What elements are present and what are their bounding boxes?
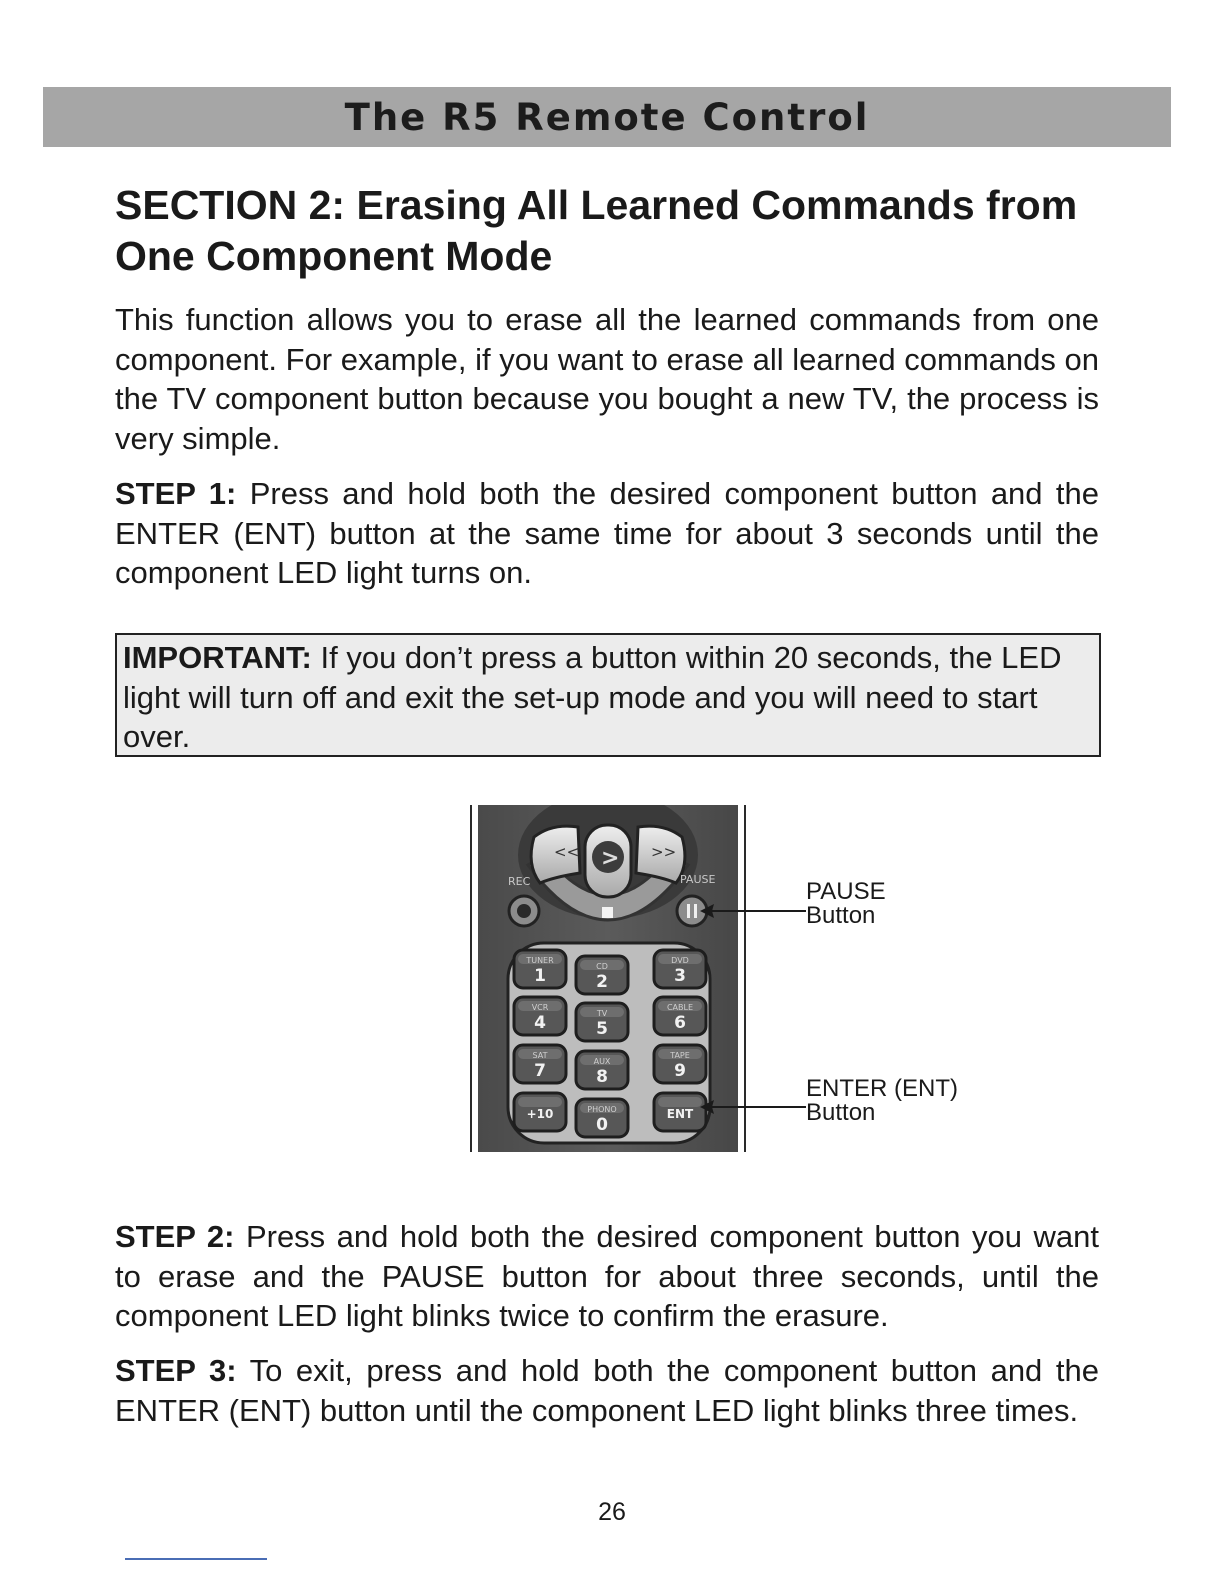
key-highlight [518,1097,562,1107]
remote-figure [470,805,746,1152]
step-1-label: STEP 1: [115,476,237,511]
header-title: The R5 Remote Control [344,95,870,139]
key-sat-label: SAT [532,1051,548,1060]
pause-callout-line2: Button [806,902,876,929]
key-vcr-digit: 4 [534,1013,546,1033]
key-aux-label: AUX [593,1057,611,1066]
key-vcr-button[interactable] [514,997,566,1035]
key-dvd-digit: 3 [674,966,686,986]
rewind-icon: << [554,843,580,861]
key-cd-label: CD [596,962,608,971]
key-10-button[interactable] [514,1093,566,1131]
key-ent-digit: ENT [666,1107,694,1121]
key-cable-digit: 6 [674,1013,686,1033]
step-1 [115,474,1099,593]
key-ent-button[interactable] [654,1093,706,1131]
key-sat-button[interactable] [514,1045,566,1083]
header-band [43,87,1171,147]
key-tape-button[interactable] [654,1045,706,1083]
fast-forward-icon: >> [651,843,677,861]
key-aux-button[interactable] [576,1051,628,1089]
step-3-label: STEP 3: [115,1353,237,1388]
key-tuner-label: TUNER [526,956,554,965]
enter-callout-line2: Button [806,1099,876,1126]
svg-text:>: > [601,846,620,871]
key-phono-button[interactable] [576,1099,628,1137]
enter-callout-line1: ENTER (ENT) [806,1075,958,1102]
remote-illustration [470,805,746,1152]
step-2-text: Press and hold both the desired component button you want to erase and the PAUSE button for about three seconds, until the component LED light blinks twice to confirm the erasure. [115,1219,1099,1333]
key-highlight [658,1097,702,1107]
key-aux-digit: 8 [596,1067,608,1087]
record-icon [517,904,531,918]
key-tape-digit: 9 [674,1061,686,1081]
key-phono-label: PHONO [587,1105,617,1114]
step-3 [115,1351,1099,1430]
important-note [115,633,1101,757]
key-cd-digit: 2 [596,972,608,992]
enter-callout [806,1077,958,1125]
key-vcr-label: VCR [531,1003,549,1012]
important-label: IMPORTANT: [123,640,312,675]
key-dvd-button[interactable] [654,950,706,988]
pause-callout-line1: PAUSE [806,878,886,905]
intro-paragraph: This function allows you to erase all the learned commands from one component. For example, if you want to erase all learned commands on the TV component button because you bought a new TV, the process is very simple. [115,302,1099,456]
step-2-label: STEP 2: [115,1219,235,1254]
key-phono-digit: 0 [596,1115,608,1135]
step-2 [115,1217,1099,1336]
step-3-text: To exit, press and hold both the component button and the ENTER (ENT) button until the component LED light blinks three times. [115,1353,1099,1428]
page-number: 26 [598,1498,626,1526]
key-sat-digit: 7 [534,1061,546,1081]
key-dvd-label: DVD [671,956,689,965]
key-tv-label: TV [596,1009,608,1018]
enter-callout-connector [746,1106,806,1110]
key-tuner-button[interactable] [514,950,566,988]
key-tuner-digit: 1 [534,966,546,986]
stop-icon [602,907,613,918]
footer-rule [125,1558,267,1560]
step-1-text: Press and hold both the desired component button and the ENTER (ENT) button at the same time for about 3 seconds until the component LED light turns on. [115,476,1099,590]
pause-callout [806,880,886,928]
key-tv-button[interactable] [576,1003,628,1041]
pause-label: PAUSE [680,873,716,886]
section-title: SECTION 2: Erasing All Learned Commands from One Component Mode [115,182,1078,279]
important-text: If you don’t press a button within 20 seconds, the LED light will turn off and exit the set-up mode and you will need to start over. [123,640,1062,754]
key-cable-button[interactable] [654,997,706,1035]
key-tv-digit: 5 [596,1019,608,1039]
rec-label: REC [508,875,531,888]
key-10-digit: +10 [526,1107,554,1121]
key-cable-label: CABLE [666,1003,694,1012]
key-tape-label: TAPE [670,1051,690,1060]
pause-icon [687,904,690,918]
pause-callout-connector [746,910,806,914]
key-cd-button[interactable] [576,956,628,994]
